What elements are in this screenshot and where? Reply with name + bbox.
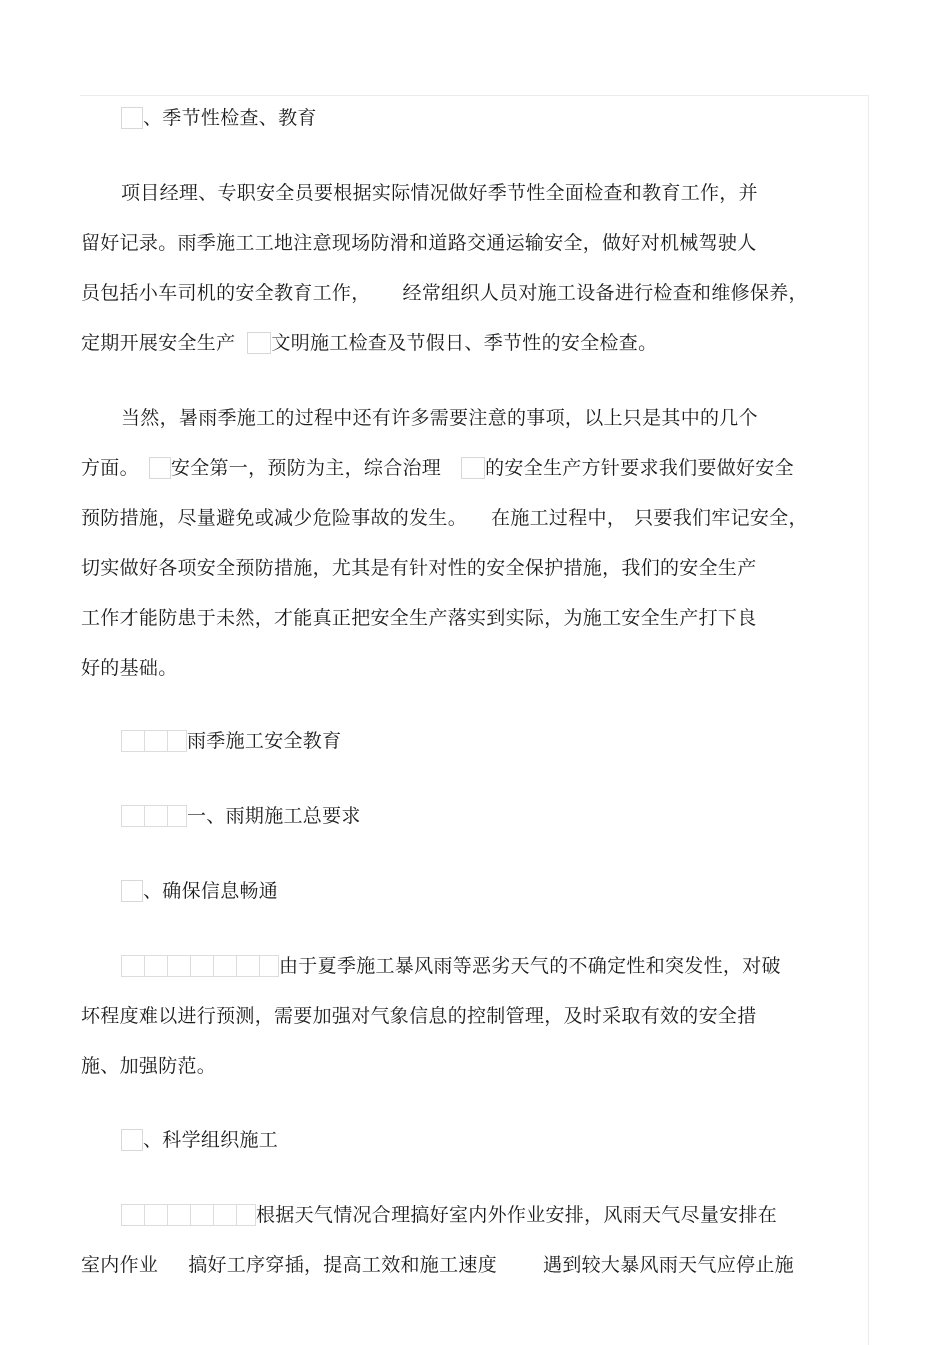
paragraph-line: 定期开展安全生产 文明施工检查及节假日、季节性的安全检查。 (81, 332, 658, 354)
missing-char-box (149, 457, 171, 479)
paragraph-line: 由于夏季施工暴风雨等恶劣天气的不确定性和突发性，对破 (121, 954, 781, 978)
heading-organize-construction: 、科学组织施工 (121, 1128, 278, 1152)
paragraph-line: 项目经理、专职安全员要根据实际情况做好季节性全面检查和教育工作，并 (121, 182, 758, 204)
paragraph-line: 施、加强防范。 (81, 1055, 217, 1077)
heading-seasonal-inspection: 、季节性检查、教育 (121, 106, 317, 130)
paragraph-line: 方面。 安全第一，预防为主，综合治理 的安全生产方针要求我们要做好安全 (81, 457, 794, 479)
missing-chars-cells (121, 955, 279, 977)
paragraph-line: 工作才能防患于未然，才能真正把安全生产落实到实际，为施工安全生产打下良 (81, 607, 757, 629)
missing-number-box (121, 880, 143, 902)
missing-number-cells (121, 805, 187, 827)
paragraph-line: 预防措施，尽量避免或减少危险事故的发生。 在施工过程中， 只要我们牢记安全， (81, 507, 808, 529)
paragraph-line: 切实做好各项安全预防措施，尤其是有针对性的安全保护措施，我们的安全生产 (81, 557, 757, 579)
paragraph-line: 留好记录。雨季施工工地注意现场防滑和道路交通运输安全，做好对机械驾驶人 (81, 232, 757, 254)
missing-char-box (461, 457, 485, 479)
missing-char-box (247, 332, 271, 354)
heading-rain-general-requirements: 一、雨期施工总要求 (121, 804, 361, 828)
missing-number-box (121, 107, 143, 129)
paragraph-line: 好的基础。 (81, 657, 178, 679)
paragraph-line: 员包括小车司机的安全教育工作， 经常组织人员对施工设备进行检查和维修保养， (81, 282, 808, 304)
heading-ensure-info: 、确保信息畅通 (121, 879, 278, 903)
paragraph-line: 当然，暑雨季施工的过程中还有许多需要注意的事项，以上只是其中的几个 (121, 407, 758, 429)
heading-rain-safety-education: 雨季施工安全教育 (121, 729, 341, 753)
paragraph-line: 根据天气情况合理搞好室内外作业安排，风雨天气尽量安排在 (121, 1203, 777, 1227)
paragraph-line: 坏程度难以进行预测，需要加强对气象信息的控制管理，及时采取有效的安全措 (81, 1005, 757, 1027)
paragraph-line: 室内作业 搞好工序穿插，提高工效和施工速度 遇到较大暴风雨天气应停止施 (81, 1254, 794, 1276)
missing-number-box (121, 1129, 143, 1151)
missing-chars-cells (121, 1204, 256, 1226)
missing-number-cells (121, 730, 187, 752)
